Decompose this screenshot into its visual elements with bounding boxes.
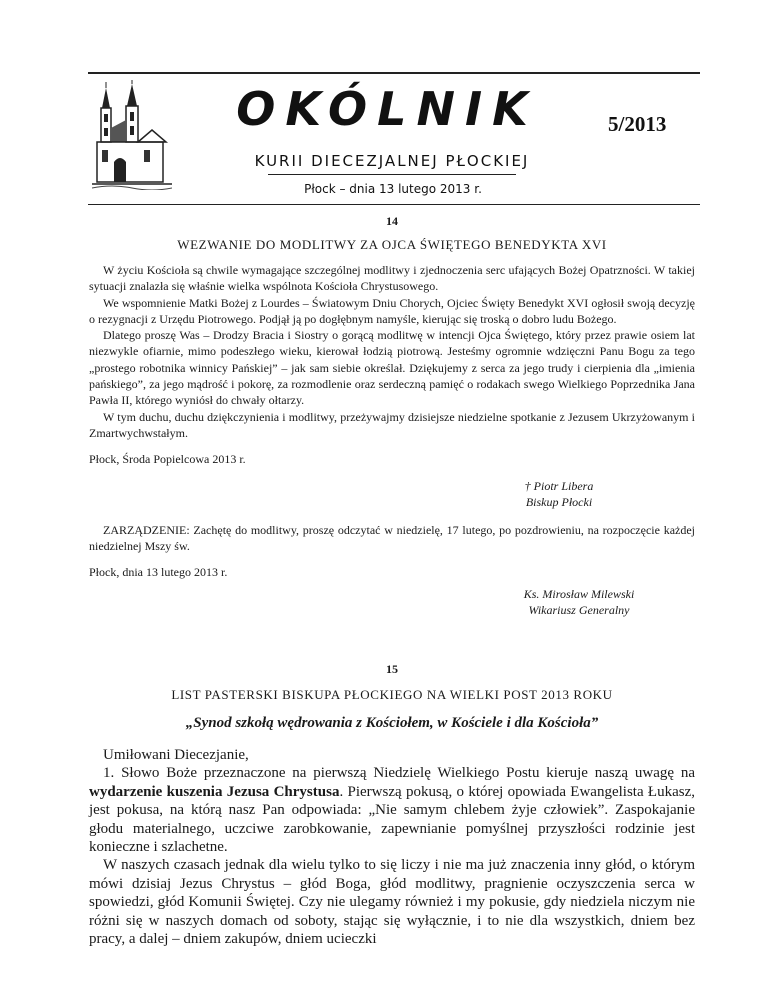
paragraph: W życiu Kościoła są chwile wymagające szczególnej modlitwy i zjednoczenia serc ufających Bożej Opatrzności. W takiej sytuacji znalazła się właśnie wielka wspólnota Kościoła Chrystusowego. <box>89 263 695 294</box>
signer-name: † Piotr Libera <box>524 478 594 493</box>
signer-title: Biskup Płocki <box>525 494 593 509</box>
item-heading: LIST PASTERSKI BISKUPA PŁOCKIEGO NA WIELKI POST 2013 ROKU <box>171 687 613 702</box>
item-number: 14 <box>386 214 398 228</box>
subtitle-rule <box>268 174 516 175</box>
paragraph: W tym duchu, duchu dziękczynienia i modlitwy, przeżywajmy dzisiejsze niedzielne spotkanie z Jezusem Ukrzyżowanym i Zmartwychwstałym. <box>89 409 695 440</box>
paragraph: Dlatego proszę Was – Drodzy Bracia i Siostry o gorącą modlitwę w intencji Ojca Świętego, który przez prawie osiem lat niezwykle ofiarnie, mimo podeszłego wieku, kierował łodzią piotrową. Jesteśmy ogromnie wdzięczni Panu Bogu za tego „prostego robotnika winnicy Pańskiej” – jak sam siebie określał. Dziękujemy z serca za jego trudy i cierpienia dla „imienia pańskiego”, za jego mądrość i pokorę, za rozmodlenie oraz serdeczną pamięć o rodakach swego Wielkiego Poprzednika Jana Pawła II, którego wyniósł do chwały ołtarzy. <box>89 328 695 408</box>
item-heading: WEZWANIE DO MODLITWY ZA OJCA ŚWIĘTEGO BENEDYKTA XVI <box>177 237 607 252</box>
signature-block <box>469 478 649 510</box>
letter-subtitle: „Synod szkołą wędrowania z Kościołem, w Kościele i dla Kościoła” <box>185 715 599 731</box>
letter-body <box>89 746 695 948</box>
top-rule <box>88 72 700 74</box>
masthead-subtitle: KURII DIECEZJALNEJ PŁOCKIEJ <box>254 152 530 170</box>
place-date: Płock, Środa Popielcowa 2013 r. <box>89 452 246 467</box>
directive: ZARZĄDZENIE: Zachętę do modlitwy, proszę odczytać w niedzielę, 17 lutego, po pozdrowieniu, na rozpoczęcie każdej niedzielnej Mszy św. <box>89 522 695 553</box>
item-15 <box>89 662 695 948</box>
signer-name: Ks. Mirosław Milewski <box>523 587 635 602</box>
item-number: 15 <box>386 662 398 676</box>
church-illustration <box>92 80 172 190</box>
greeting: Umiłowani Diecezjanie, <box>103 747 249 763</box>
paragraph: W naszych czasach jednak dla wielu tylko to się liczy i nie ma już znaczenia inny głód, o którym mówi dzisiaj Jezus Chrystus – głód Boga, głód modlitwy, pragnienie oczyszczenia serca w spowiedzi, głód Komunii Świętej. Czy nie ulegamy również i my pokusie, gdy niedziela niczym nie różni się w naszych domach od soboty, stając się wyłącznie, i to nie dla wszystkich, dniem bez pracy, a dalej – dniem zakupów, dniem ucieczki <box>89 857 695 948</box>
masthead-date: Płock – dnia 13 lutego 2013 r. <box>304 182 482 196</box>
masthead-bottom-rule <box>88 204 700 205</box>
emphasis: wydarzenie kuszenia Jezusa Chrystusa <box>89 783 340 800</box>
item-14 <box>89 214 695 618</box>
item-body <box>89 262 695 441</box>
signature-block <box>489 586 669 618</box>
paragraph: We wspomnienie Matki Bożej z Lourdes – Światowym Dniu Chorych, Ojciec Święty Benedykt XVI ogłosił swoją decyzję o rezygnacji z Urzędu Piotrowego. Podjął ją po dogłębnym namyśle, kierując się troską o dobro ludu Bożego. <box>89 295 695 326</box>
signer-title: Wikariusz Generalny <box>528 603 630 618</box>
masthead-title: OKÓLNIK <box>236 82 538 136</box>
place-date: Płock, dnia 13 lutego 2013 r. <box>89 565 228 580</box>
issue-number: 5/2013 <box>608 112 667 136</box>
paragraph: 1. Słowo Boże przeznaczone na pierwszą Niedzielę Wielkiego Postu kieruje naszą uwagę na wydarzenie kuszenia Jezusa Chrystusa. Pierwszą pokusą, o której opowiada Ewangelista Łukasz, jest pokusa, na którą nasz Pan odpowiada: „Nie samym chlebem żyje człowiek”. Zaspokajanie głodu materialnego, uczciwe zarobkowanie, zapewnianie pomyślnej przyszłości rodzinie jest konieczne i szlachetne. <box>89 765 695 856</box>
